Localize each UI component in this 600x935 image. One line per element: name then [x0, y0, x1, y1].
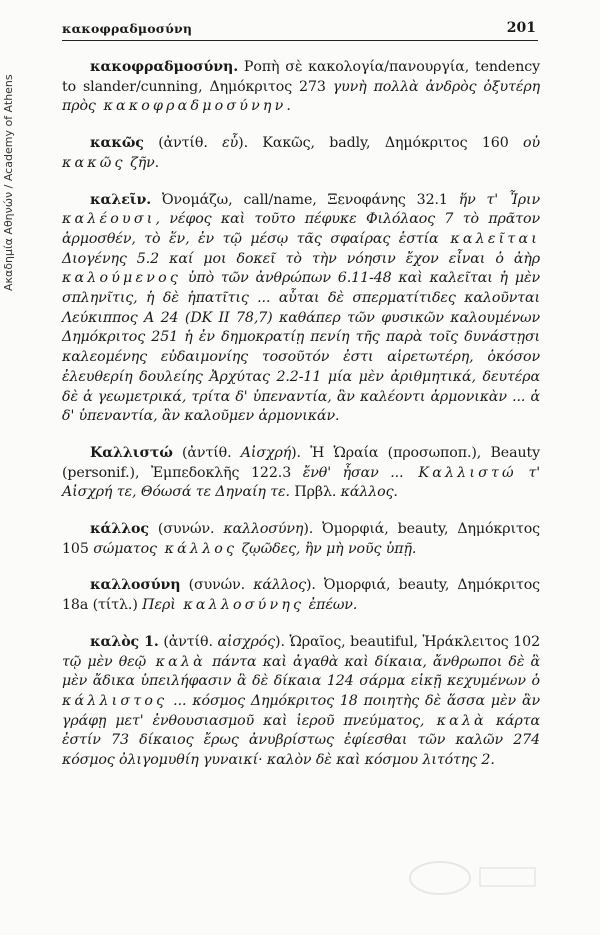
quotation: οὐ	[523, 135, 540, 152]
headword: καλὸς 1.	[90, 633, 159, 650]
headword: καλεῖν.	[90, 191, 152, 208]
quotation: , νέφος καὶ τοῦτο πέφυκε Φιλόλαος 7 τὸ πρᾶτον ἁρμοσθέν, τὸ ἕν, ἐν τῷ μέσῳ τᾶς σφαίρας ἑστία	[62, 211, 540, 247]
spaced-term: καλέουσι	[62, 211, 156, 228]
headword: κακῶς	[90, 135, 144, 152]
quotation: τ' Αἰσχρή τε, Θόωσά τε Δηναίη τε.	[62, 464, 541, 501]
quotation: καλέοντι ἁρμονικὰν ... ἁ δ' ὑπεναντία, ἃν καλοῦμεν ἁρμονικάν.	[62, 388, 540, 425]
spaced-term: κάλλος	[156, 540, 238, 557]
entry-kallosyne	[62, 576, 540, 615]
definition-text: ). Ἡ Ὡραία (προσωποπ.), Beauty (personif.), Ἐμπεδοκλῆς 122.3	[62, 444, 540, 481]
quotation: πάντα καὶ ἀγαθὰ καὶ δίκαια, ἄνθρωποι δὲ ἃ μὲν ἄδικα ὑπειλήφασιν ἃ δὲ δίκαια 124 σάρμα εἰκῇ κεχυμένων ὁ	[62, 653, 540, 690]
quotation: ... κόσμος Δημόκριτος 18 ποιητὴς δὲ ἅσσα μὲν ἂν γράφῃ μετ' ἐνθουσιασμοῦ καὶ ἱεροῦ πνεύματος,	[62, 692, 540, 729]
definition-text: Ροπὴ σὲ κακολογία/πανουργία, tendency to slander/cunning, Δημόκριτος 273	[62, 59, 540, 95]
entry-kalein	[62, 191, 540, 427]
definition-text: (συνών.	[180, 577, 254, 594]
stamp-graphic	[400, 858, 540, 898]
quotation: ζῆν	[125, 154, 155, 171]
definition-text: (ἀντίθ.	[143, 135, 223, 152]
spaced-term: κάλλιστος	[62, 692, 168, 709]
dictionary-body	[62, 58, 540, 788]
headword: καλλοσύνη	[90, 577, 181, 594]
quotation: τῷ μὲν θεῷ	[62, 653, 147, 670]
page-number: 201	[506, 20, 536, 36]
headword: κακοφραδμοσύνη.	[90, 59, 239, 75]
quotation: ἔνθ' ἦσαν ...	[302, 464, 404, 481]
entry-kallos	[62, 520, 540, 559]
running-header	[62, 20, 538, 41]
spaced-term: καλλοσύνης	[175, 597, 305, 614]
definition-text: ). Ὀμορφιά, beauty, Δημόκριτος 18a (τίτλ.)	[62, 577, 540, 614]
quotation: 6.11-48 καὶ καλεῖται ἡ μὲν σπληνῖτις, ἡ δὲ ἡπατῖτις ... αὗται δὲ σπερματίτιδες καλοῦνται Λεύκιππος Α 24 (DK II 78,7) καθάπερ τῶν φυσικῶν καλουμένων Δημόκριτος 251 ἡ ἐν δημοκρατίῃ πενίη τῆς παρὰ τοῖς δυνάστῃσι καλεομένης εὐδαιμονίης τοσοῦτόν ἐστι αἱρετωτέρη, ὁκόσον ἐλευθερίη δουλείης Ἀρχύτας 2.2-11 μία μὲν ἀριθμητικά, δευτέρα δὲ ἁ γεωμετρικά, τρίτα δ' ὑπεναντία, ἃν	[62, 270, 540, 405]
quotation: ἐπέων.	[304, 597, 358, 614]
quotation: γυνὴ πολλὰ ἀνδρὸς ὀξυτέρη πρὸς	[62, 78, 540, 115]
headword: κάλλος	[90, 521, 149, 538]
definition-text: Ὀνομάζω, call/name, Ξενοφάνης 32.1	[151, 191, 459, 208]
definition-text: ). Ὡραῖος, beautiful, Ἡράκλειτος 102	[275, 633, 541, 650]
quotation: σώματος	[93, 540, 157, 557]
quotation: ὑπὸ τῶν ἀνθρώπων	[181, 270, 331, 287]
spaced-term: καλὰ	[146, 653, 206, 670]
spaced-term: κακῶς	[62, 154, 126, 171]
synonym: κάλλος	[253, 577, 306, 594]
entry-kallisto	[62, 444, 540, 503]
antonym: Αἰσχρή	[240, 444, 292, 461]
spaced-term: καλούμενος	[62, 270, 181, 287]
quotation: Περὶ	[142, 597, 176, 614]
header-title: κακοφραδμοσύνη	[62, 21, 193, 36]
cross-reference: κάλλος.	[340, 484, 398, 501]
definition-text: (ἀντίθ.	[172, 444, 241, 461]
headword: Καλλιστώ	[90, 444, 173, 461]
quotation: Διογένης 5.2 καί μοι δοκεῖ τὸ τὴν νόησιν ἔχον εἶναι ὁ ἀὴρ	[62, 250, 540, 267]
synonym: καλλοσύνη	[223, 521, 304, 538]
spaced-term: Καλλιστώ	[403, 464, 517, 481]
quotation: ζῳῶδες, ἢν μὴ νοῦς ὑπῇ.	[237, 540, 417, 557]
entry-kakos	[62, 134, 540, 173]
entry-kakofradmosyne	[62, 58, 540, 117]
quotation: κάρτα ἐστίν 73 δίκαιος ἔρως ἀνυβρίστως ἐφίεσθαι τῶν καλῶν 274 κόσμος ὀλιγομυθίη γυναικί· καλὸν δὲ καὶ κόσμου λιτότης 2.	[62, 712, 540, 769]
cross-reference-label: Πρβλ.	[289, 484, 341, 501]
faint-stamp-mark	[400, 858, 540, 898]
definition-text: (ἀντίθ.	[158, 633, 218, 650]
entry-kalos	[62, 633, 540, 771]
spaced-term: καλὰ	[424, 712, 487, 729]
antonym: αἰσχρός	[217, 633, 276, 650]
spaced-term: καλεῖται	[438, 230, 540, 247]
definition-text: ). Ὀμορφιά, beauty, Δημόκριτος 105	[62, 521, 540, 557]
archive-watermark: Ακαδημία Αθηνών / Academy of Athens	[2, 74, 15, 292]
antonym: εὖ	[222, 135, 239, 152]
definition-text: ). Κακῶς, badly, Δημόκριτος 160	[238, 135, 524, 152]
definition-text: (συνών.	[148, 521, 224, 538]
spaced-term: κακοφραδμοσύνην.	[95, 98, 295, 115]
quotation: ἥν τ' Ἶριν	[458, 191, 540, 208]
punctuation: .	[154, 154, 160, 171]
